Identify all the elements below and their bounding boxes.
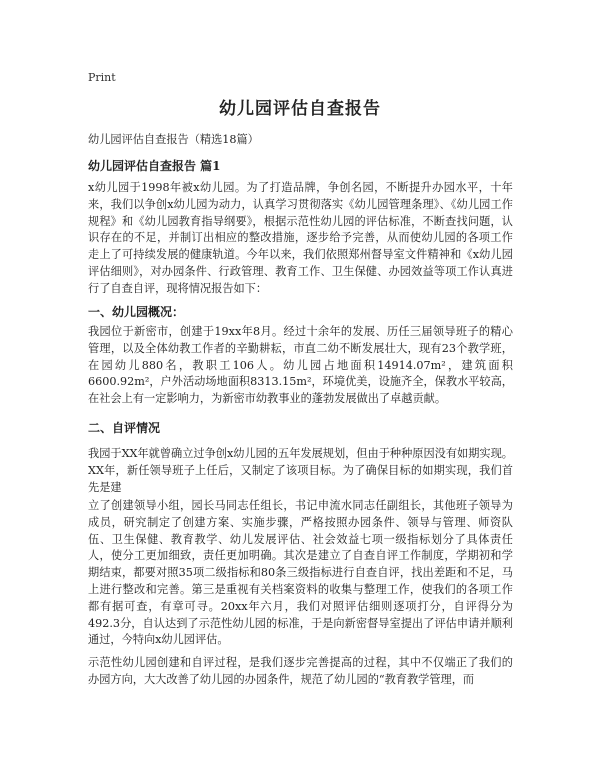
print-label: Print [88,71,116,84]
paragraph-text: 示范性幼儿园创建和自评过程，是我们逐步完善提高的过程，其中不仅端正了我们的办园方向，大大改善了幼儿园的办园条件，规范了幼儿园的“教育教学管理，而 [88,656,513,686]
paragraph-self-eval-2 [88,498,513,649]
paragraph-self-eval-1 [88,446,513,496]
article-heading: 幼儿园评估自查报告 篇1 [88,159,221,173]
section-heading-overview: 一、幼儿园概况： [88,305,185,319]
paragraph-text: 我园于XX年就曾确立过争创x幼儿园的五年发展规划，但由于种种原因没有如期实现。XX年，新任领导班子上任后，又制定了该项目标。为了确保目标的如期实现，我们首先是建 [88,447,513,494]
paragraph-overview [88,324,513,408]
paragraph-text: 立了创建领导小组，园长马同志任组长，书记申流水同志任副组长，其他班子领导为成员，研究制定了创建方案、实施步骤，严格按照办园条件、领导与管理、师资队伍、卫生保健、教育教学、幼儿发展评估、社会效益七项一级指标划分了具体责任人，使分工更加细致，责任更加明确。其次是建立了自查自评工作制度，学期初和学期结束，都要对照35项二级指标和80条三级指标进行自查自评，找出差距和不足，马上进行整改和完善。第三是重视有关档案资料的收集与整理工作，使我们的各项工作都有据可查，有章可寻。20xx年六月，我们对照评估细则逐项打分，自评得分为492.3分，自认达到了示范性幼儿园的标准，于是向新密督导室提出了评估申请并顺利通过，今特向x幼儿园评估。 [88,499,513,647]
paragraph-text: 我园位于新密市，创建于19xx年8月。经过十余年的发展、历任三届领导班子的精心管理，以及全体幼教工作者的辛勤耕耘，市直二幼不断发展壮大，现有23个教学班，在园幼儿880名，教职工106人。幼儿园占地面积14914.07m²，建筑面积6600.92m²，户外活动场地面积8313.15m²，环境优美，设施齐全，保教水平较高，在社会上有一定影响力，为新密市幼教事业的蓬勃发展做出了卓越贡献。 [88,325,513,406]
paragraph-intro [88,180,513,298]
page-title: 幼儿园评估自查报告 [219,99,381,119]
paragraph-closing [88,655,513,689]
paragraph-text: x幼儿园于1998年被x幼儿园。为了打造品牌，争创名园，不断提升办园水平，十年来，我们以争创x幼儿园为动力，认真学习贯彻落实《幼儿园管理条理》、《幼儿园工作规程》和《幼儿园教育指导纲要》，根据示范性幼儿园的评估标准，不断查找问题，认识存在的不足，并制订出相应的整改措施，逐步给予完善，从而使幼儿园的各项工作走上了可持续发展的健康轨道。今年以来，我们依照郑州督导室文件精神和《x幼儿园评估细则》，对办园条件、行政管理、教育工作、卫生保健、办园效益等项工作认真进行了自查自评，现将情况报告如下： [88,181,513,295]
section-heading-self-eval: 二、自评情况 [88,421,161,435]
subtitle: 幼儿园评估自查报告（精选18篇） [88,133,259,146]
